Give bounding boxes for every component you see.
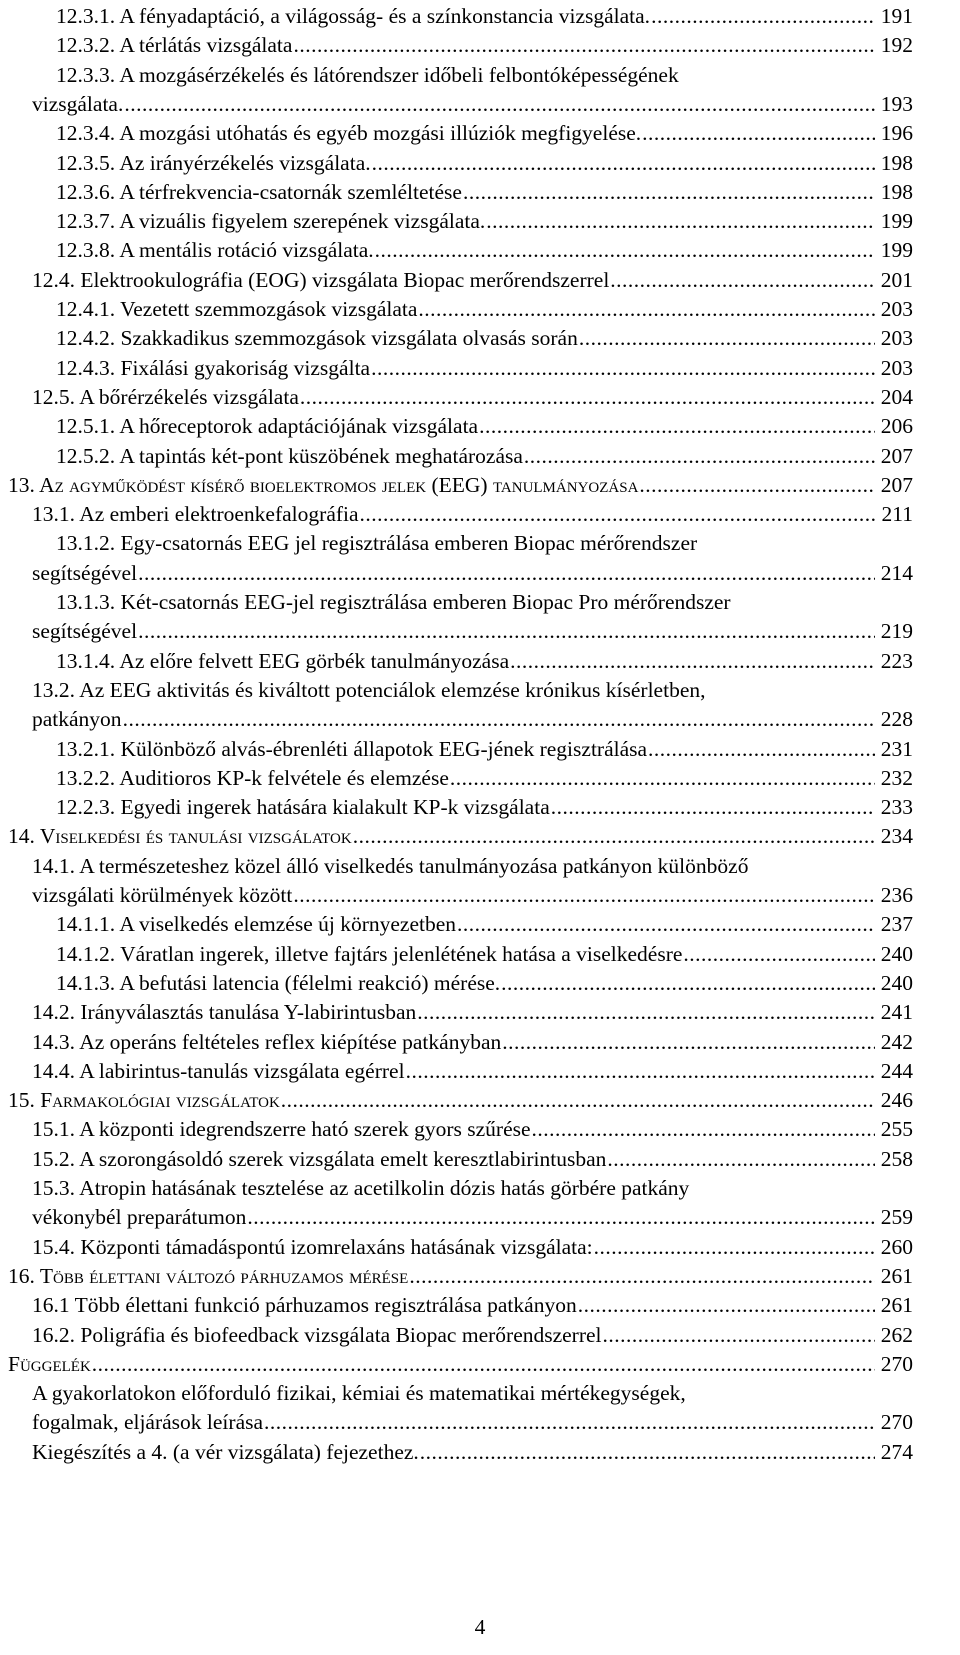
toc-entry-row [32,1438,913,1466]
dot-leader [409,1262,875,1290]
toc-entry-row [8,1350,913,1378]
dot-leader [610,266,875,294]
toc-entry-row [32,617,913,645]
dot-leader [360,500,875,528]
toc-entry-title: 15.1. A központi idegrendszerre ható szerek gyors szűrése [32,1117,531,1142]
toc-entry-row [32,1321,913,1349]
toc-entry-title: 15.4. Központi támadáspontú izomrelaxáns hatásának vizsgálata: [32,1234,593,1259]
toc-page-number: 246 [880,1088,913,1113]
dot-leader [486,207,875,235]
toc-entry-row [32,559,913,587]
toc-entry-title: 12.4.1. Vezetett szemmozgások vizsgálata [56,297,418,321]
dot-leader [418,295,875,323]
dot-leader [300,383,875,411]
toc-entry-title: 12.5.1. A hőreceptorok adaptációjának vizsgálata [56,414,479,439]
toc-entry-title: 14.1. A természeteshez közel álló viselkedés tanulmányozása patkányon különböző [32,853,749,878]
toc-entry-row [32,1057,913,1085]
toc-page-number: 206 [880,414,913,439]
toc-entry-title: 16.2. Poligráfia és biofeedback vizsgálata Biopac merőrendszerrel [32,1322,602,1347]
dot-leader [551,793,875,821]
dot-leader [450,764,875,792]
toc-entry-row [56,236,913,264]
toc-page-number: 270 [880,1351,913,1376]
dot-leader [353,822,875,850]
dot-leader [651,2,875,30]
toc-entry-row [32,1028,913,1056]
toc-entry-continuation: fogalmak, eljárások leírása [32,1410,264,1435]
toc-entry-title: 12.4.2. Szakkadikus szemmozgások vizsgálata olvasás során [56,326,578,351]
toc-entry-title: 12.3.4. A mozgási utóhatás és egyéb mozgási illúziók megfigyelése. [56,121,642,146]
dot-leader [406,1057,875,1085]
toc-page-number: 270 [880,1410,913,1435]
dot-leader [375,236,875,264]
toc-page-number: 241 [880,1000,913,1025]
toc-entry-row [56,940,913,968]
toc-page-number: 242 [880,1029,913,1054]
toc-entry-title: 16.1 Több élettani funkció párhuzamos regisztrálása patkányon [32,1293,577,1318]
toc-entry-row [32,1233,913,1261]
toc-entry-title: 12.3.8. A mentális rotáció vizsgálata. [56,238,374,263]
dot-leader [501,969,875,997]
toc-page-number: 228 [880,707,913,732]
dot-leader [92,1350,875,1378]
toc-page-number: 191 [880,4,913,28]
toc-entry-title: 12.3.5. Az irányérzékelés vizsgálata. [56,150,371,175]
toc-page-number: 199 [880,209,913,234]
toc-entry-row [56,178,913,206]
dot-leader [457,910,875,938]
toc-page-number: 258 [880,1146,913,1171]
toc-entry-row [56,793,913,821]
toc-entry-title: Függelék [8,1351,91,1376]
toc-entry-row [32,1145,913,1173]
toc-entry-row [32,90,913,118]
toc-entry-title: 14.4. A labirintus-tanulás vizsgálata egérrel [32,1058,405,1083]
toc-entry-title: 12.3.7. A vizuális figyelem szerepének vizsgálata. [56,209,486,234]
toc-page-number: 223 [880,648,913,673]
toc-page-number: 232 [880,765,913,790]
toc-page-number: 231 [880,736,913,761]
toc-entry-row [56,324,913,352]
toc-entry-row [56,412,913,440]
toc-page-number: 207 [880,472,913,497]
toc-entry-row [8,822,913,850]
toc-page-number: 236 [880,882,913,907]
toc-page-number: 240 [880,970,913,995]
dot-leader [138,559,875,587]
toc-entry-title: Kiegészítés a 4. (a vér vizsgálata) fejezethez. [32,1439,419,1464]
dot-leader [648,735,875,763]
toc-entry-row [56,149,913,177]
toc-page-number: 198 [880,150,913,175]
toc-page-number: 211 [881,502,913,527]
dot-leader [264,1408,875,1436]
toc-entry-continuation: vizsgálati körülmények között [32,882,293,907]
toc-entry-continuation: vékonybél preparátumon [32,1205,247,1230]
toc-entry-title: 12.3.3. A mozgásérzékelés és látórendszer időbeli felbontóképességének [56,62,679,87]
toc-entry-title: 14.1.2. Váratlan ingerek, illetve fajtárs jelenlétének hatása a viselkedésre [56,941,683,966]
toc-page-number: 240 [880,941,913,966]
dot-leader [524,442,875,470]
toc-entry-title: 16. Több élettani változó párhuzamos mérése [8,1263,409,1288]
toc-entry-title: 14. Viselkedési és tanulási vizsgálatok [8,824,352,849]
toc-entry-title: 15.3. Atropin hatásának tesztelése az acetilkolin dózis hatás görbére patkány [32,1176,690,1200]
toc-page-number: 193 [880,91,913,116]
dot-leader [293,881,875,909]
toc-entry-row [56,295,913,323]
toc-entry-title: 12.5.2. A tapintás két-pont küszöbének meghatározása [56,443,523,468]
toc-page-number: 204 [880,384,913,409]
toc-page-number: 219 [880,619,913,644]
toc-entry-row [32,266,913,294]
toc-page-number: 192 [880,33,913,58]
toc-entry-row [56,969,913,997]
dot-leader [607,1145,875,1173]
dot-leader [417,998,875,1026]
toc-entry-row [8,1262,913,1290]
dot-leader [642,119,875,147]
toc-page-number: 262 [880,1322,913,1347]
toc-entry-row [32,881,913,909]
toc-page-number: 259 [880,1205,913,1230]
toc-entry-row [32,1291,913,1319]
toc-entry-title: A gyakorlatokon előforduló fizikai, kémiai és matematikai mértékegységek, [32,1381,686,1406]
toc-page-number: 199 [880,238,913,263]
toc-entry-row [56,31,913,59]
dot-leader [420,1438,875,1466]
dot-leader [594,1233,875,1261]
toc-page-number: 234 [880,824,913,849]
toc-entry-title: 13. Az agyműködést kísérő bioelektromos jelek (EEG) tanulmányozása [8,472,639,497]
toc-entry-title: 12.2.3. Egyedi ingerek hatására kialakult KP-k vizsgálata [56,795,550,820]
toc-page-number: 198 [880,179,913,204]
dot-leader [123,705,875,733]
toc-entry-continuation: patkányon [32,707,122,732]
toc-entry-title: 14.1.3. A befutási latencia (félelmi reakció) mérése. [56,970,501,995]
toc-page-number: 233 [880,795,913,820]
dot-leader [502,1028,875,1056]
dot-leader [639,471,875,499]
toc-entry-title: 15. Farmakológiai vizsgálatok [8,1088,280,1113]
toc-entry-row [32,1203,913,1231]
toc-entry-title: 13.1.2. Egy-csatornás EEG jel regisztrálása emberen Biopac mérőrendszer [56,531,698,556]
toc-entry-row [56,764,913,792]
toc-entry-row [32,1408,913,1436]
toc-entry-row [8,471,913,499]
toc-entry-row [56,647,913,675]
toc-page-number: 261 [880,1293,913,1318]
dot-leader [463,178,875,206]
toc-entry-title: 12.3.2. A térlátás vizsgálata [56,33,293,58]
toc-entry-title: 12.4.3. Fixálási gyakoriság vizsgálta [56,355,371,380]
toc-page-number: 196 [880,121,913,146]
toc-entry-title: 12.3.6. A térfrekvencia-csatornák szemléltetése [56,179,462,204]
toc-entry-row [8,1086,913,1114]
toc-page-number: 214 [880,560,913,585]
toc-entry-row [56,207,913,235]
dot-leader [372,149,875,177]
toc-page-number: 244 [880,1058,913,1083]
dot-leader [510,647,875,675]
toc-page-number: 201 [880,267,913,292]
dot-leader [124,90,875,118]
dot-leader [532,1115,875,1143]
toc-entry-row [56,442,913,470]
toc-entry-title: 13.1.4. Az előre felvett EEG görbék tanulmányozása [56,648,510,673]
toc-entry-row [32,998,913,1026]
dot-leader [579,324,875,352]
toc-page-number: 274 [880,1439,913,1464]
toc-page-number: 207 [880,443,913,468]
toc-entry-row [32,500,913,528]
toc-entry-title: 13.1.3. Két-csatornás EEG-jel regisztrálása emberen Biopac Pro mérőrendszer [56,590,731,614]
dot-leader [371,354,875,382]
toc-entry-title: 14.2. Irányválasztás tanulása Y-labirintusban [32,1000,417,1025]
toc-entry-row [56,119,913,147]
toc-page-number: 261 [880,1263,913,1288]
dot-leader [138,617,875,645]
dot-leader [683,940,875,968]
dot-leader [603,1321,875,1349]
toc-entry-row [32,705,913,733]
dot-leader [578,1291,875,1319]
toc-entry-title: 13.2.2. Auditioros KP-k felvétele és elemzése [56,765,449,790]
toc-entry-row [56,2,913,30]
toc-entry-title: 12.5. A bőrérzékelés vizsgálata [32,384,299,409]
toc-entry-title: 13.2.1. Különböző alvás-ébrenléti állapotok EEG-jének regisztrálása [56,736,648,761]
dot-leader [247,1203,875,1231]
dot-leader [281,1086,875,1114]
toc-page-number: 237 [880,912,913,937]
dot-leader [293,31,875,59]
toc-entry-title: 12.3.1. A fényadaptáció, a világosság- és a színkonstancia vizsgálata. [56,4,651,28]
toc-page-number: 203 [880,297,913,321]
toc-page-number: 203 [880,326,913,351]
toc-entry-continuation: segítségével [32,619,138,644]
toc-entry-title: 13.2. Az EEG aktivitás és kiváltott potenciálok elemzése krónikus kísérletben, [32,677,706,702]
toc-entry-title: 12.4. Elektrookulográfia (EOG) vizsgálata Biopac merőrendszerrel [32,267,610,292]
toc-entry-continuation: segítségével [32,560,138,585]
toc-page-number: 255 [880,1117,913,1142]
toc-entry-row [32,1115,913,1143]
toc-entry-title: 14.1.1. A viselkedés elemzése új környezetben [56,912,457,937]
toc-entry-title: 13.1. Az emberi elektroenkefalográfia [32,502,359,527]
toc-entry-title: 15.2. A szorongásoldó szerek vizsgálata emelt keresztlabirintusban [32,1146,607,1171]
toc-entry-row [56,354,913,382]
toc-entry-title: 14.3. Az operáns feltételes reflex kiépítése patkányban [32,1029,502,1054]
page-number: 4 [474,1615,486,1639]
toc-page-number: 260 [880,1234,913,1259]
toc-page-number: 203 [880,355,913,380]
toc-entry-row [56,735,913,763]
toc-entry-row [56,910,913,938]
toc-entry-row [32,383,913,411]
toc-entry-continuation: vizsgálata. [32,91,124,116]
dot-leader [479,412,875,440]
